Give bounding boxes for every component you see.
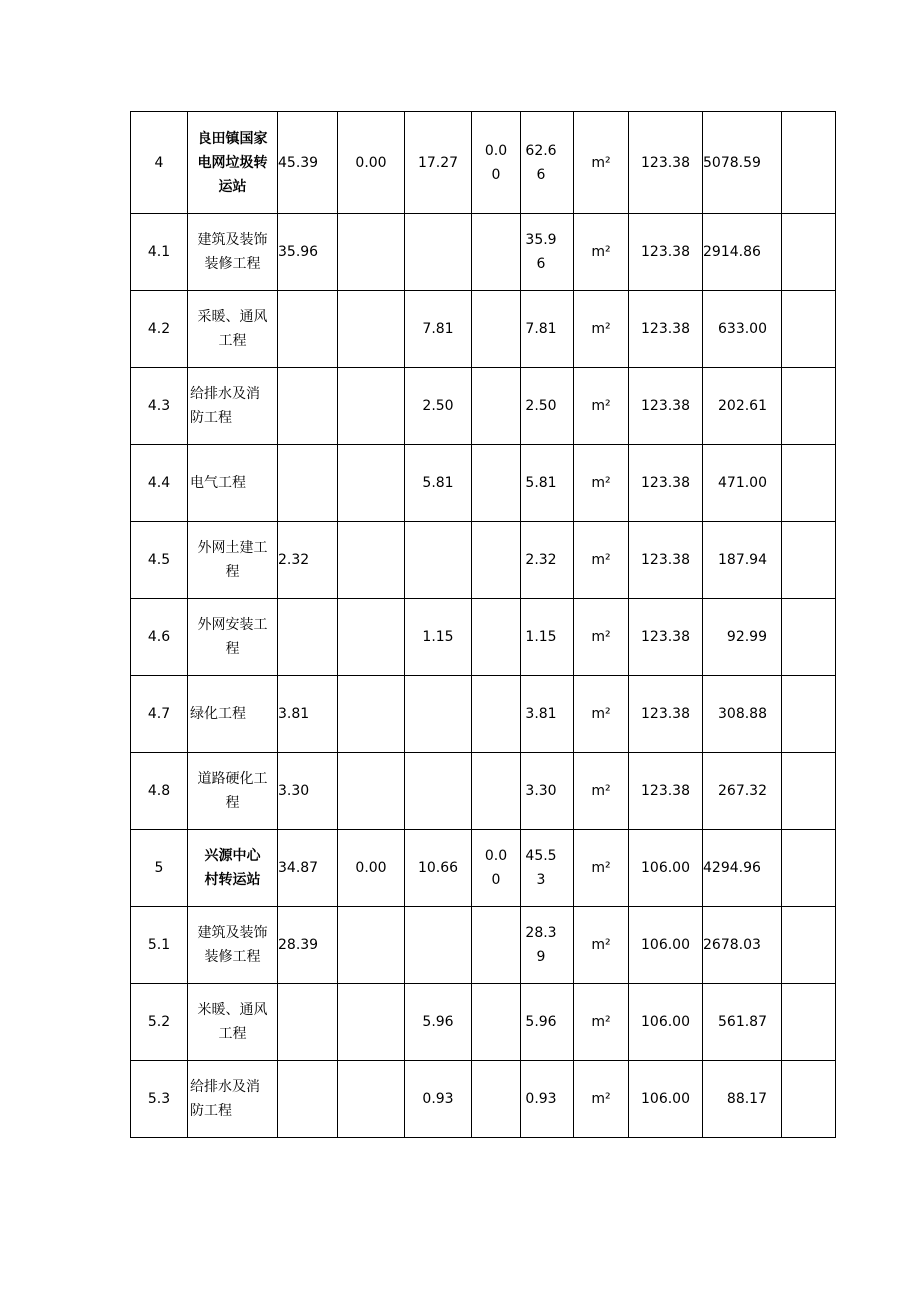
unit: m² bbox=[574, 522, 629, 599]
value-col3: 10.66 bbox=[405, 830, 472, 907]
value-col5-text: 3.30 bbox=[525, 783, 557, 799]
unit-price: 123.38 bbox=[629, 368, 703, 445]
remark bbox=[782, 1061, 836, 1138]
total: 2914.86 bbox=[703, 214, 782, 291]
value-col3: 0.93 bbox=[405, 1061, 472, 1138]
item-name bbox=[188, 368, 278, 445]
value-col4 bbox=[472, 291, 521, 368]
value-col2 bbox=[338, 522, 405, 599]
value-col4 bbox=[472, 214, 521, 291]
item-number: 4.5 bbox=[131, 522, 188, 599]
total: 187.94 bbox=[703, 522, 782, 599]
value-col4 bbox=[472, 522, 521, 599]
value-col5 bbox=[521, 522, 574, 599]
remark bbox=[782, 445, 836, 522]
unit-price: 123.38 bbox=[629, 753, 703, 830]
total: 202.61 bbox=[703, 368, 782, 445]
item-name-line: 装修工程 bbox=[204, 949, 261, 965]
unit: m² bbox=[574, 676, 629, 753]
value-col3 bbox=[405, 522, 472, 599]
table-row bbox=[131, 984, 836, 1061]
item-number: 5.2 bbox=[131, 984, 188, 1061]
table-row bbox=[131, 445, 836, 522]
value-col1 bbox=[278, 984, 338, 1061]
value-col4 bbox=[472, 984, 521, 1061]
value-col1: 35.96 bbox=[278, 214, 338, 291]
item-name-line: 外网土建工 bbox=[197, 540, 268, 556]
unit-price: 123.38 bbox=[629, 522, 703, 599]
value-col1: 2.32 bbox=[278, 522, 338, 599]
value-col5-text: 2.50 bbox=[525, 398, 557, 414]
value-col4 bbox=[472, 445, 521, 522]
item-name-line: 村转运站 bbox=[204, 872, 261, 888]
item-name bbox=[188, 830, 278, 907]
table-row bbox=[131, 753, 836, 830]
value-col3: 2.50 bbox=[405, 368, 472, 445]
value-col3 bbox=[405, 676, 472, 753]
item-name-line: 外网安装工 bbox=[197, 617, 268, 633]
unit: m² bbox=[574, 214, 629, 291]
value-col5 bbox=[521, 214, 574, 291]
remark bbox=[782, 599, 836, 676]
value-col2 bbox=[338, 291, 405, 368]
remark bbox=[782, 907, 836, 984]
unit: m² bbox=[574, 984, 629, 1061]
table-row bbox=[131, 830, 836, 907]
unit-price: 106.00 bbox=[629, 830, 703, 907]
value-col1: 28.39 bbox=[278, 907, 338, 984]
item-name-line: 防工程 bbox=[190, 410, 232, 426]
table-row bbox=[131, 522, 836, 599]
unit: m² bbox=[574, 1061, 629, 1138]
table-row bbox=[131, 1061, 836, 1138]
value-col5 bbox=[521, 753, 574, 830]
item-name-line: 运站 bbox=[218, 178, 247, 195]
item-name-line: 良田镇国家 bbox=[197, 130, 268, 147]
total: 633.00 bbox=[703, 291, 782, 368]
item-number: 4.4 bbox=[131, 445, 188, 522]
value-col1 bbox=[278, 599, 338, 676]
remark bbox=[782, 368, 836, 445]
item-number: 4.8 bbox=[131, 753, 188, 830]
value-col5-text: 2.32 bbox=[525, 552, 557, 568]
value-col5-text: 5.96 bbox=[525, 1014, 557, 1030]
value-col5-text: 62.66 bbox=[525, 142, 557, 183]
item-number: 4.1 bbox=[131, 214, 188, 291]
unit: m² bbox=[574, 830, 629, 907]
item-number: 5.1 bbox=[131, 907, 188, 984]
item-number: 4.6 bbox=[131, 599, 188, 676]
remark bbox=[782, 291, 836, 368]
item-name-line: 电气工程 bbox=[190, 475, 246, 491]
item-name-line: 建筑及装饰 bbox=[197, 925, 268, 941]
total: 267.32 bbox=[703, 753, 782, 830]
item-name bbox=[188, 1061, 278, 1138]
table-row bbox=[131, 676, 836, 753]
unit-price: 123.38 bbox=[629, 676, 703, 753]
value-col4-text: 0.00 bbox=[484, 142, 508, 183]
value-col4 bbox=[472, 599, 521, 676]
item-number: 5 bbox=[131, 830, 188, 907]
table-body bbox=[131, 112, 836, 1138]
item-name-line: 米暖、通风 bbox=[197, 1002, 268, 1018]
value-col5-text: 7.81 bbox=[525, 321, 557, 337]
value-col1: 3.81 bbox=[278, 676, 338, 753]
item-name-line: 建筑及装饰 bbox=[197, 232, 268, 248]
remark bbox=[782, 984, 836, 1061]
value-col3: 1.15 bbox=[405, 599, 472, 676]
unit-price: 106.00 bbox=[629, 907, 703, 984]
unit-price: 123.38 bbox=[629, 214, 703, 291]
value-col5-text: 45.53 bbox=[525, 848, 557, 888]
item-name bbox=[188, 445, 278, 522]
total: 561.87 bbox=[703, 984, 782, 1061]
value-col3 bbox=[405, 753, 472, 830]
item-name-line: 装修工程 bbox=[204, 256, 261, 272]
value-col2 bbox=[338, 676, 405, 753]
value-col4 bbox=[472, 112, 521, 214]
value-col3: 5.81 bbox=[405, 445, 472, 522]
table-row bbox=[131, 599, 836, 676]
value-col2 bbox=[338, 599, 405, 676]
item-name-line: 绿化工程 bbox=[190, 706, 246, 722]
value-col3 bbox=[405, 907, 472, 984]
item-name-line: 防工程 bbox=[190, 1103, 232, 1119]
unit: m² bbox=[574, 753, 629, 830]
value-col5 bbox=[521, 368, 574, 445]
value-col5 bbox=[521, 1061, 574, 1138]
unit-price: 123.38 bbox=[629, 291, 703, 368]
item-name-line: 程 bbox=[225, 795, 240, 811]
table-row bbox=[131, 368, 836, 445]
table-row bbox=[131, 907, 836, 984]
unit: m² bbox=[574, 291, 629, 368]
value-col5 bbox=[521, 830, 574, 907]
item-number: 5.3 bbox=[131, 1061, 188, 1138]
item-name-line: 程 bbox=[225, 641, 240, 657]
item-name bbox=[188, 291, 278, 368]
value-col4 bbox=[472, 1061, 521, 1138]
unit: m² bbox=[574, 445, 629, 522]
unit: m² bbox=[574, 368, 629, 445]
item-number: 4.3 bbox=[131, 368, 188, 445]
value-col5-text: 35.96 bbox=[525, 232, 557, 272]
value-col5-text: 3.81 bbox=[525, 706, 557, 722]
unit-price: 106.00 bbox=[629, 1061, 703, 1138]
item-name-line: 工程 bbox=[218, 1026, 247, 1042]
value-col1 bbox=[278, 1061, 338, 1138]
value-col1 bbox=[278, 445, 338, 522]
remark bbox=[782, 522, 836, 599]
item-name bbox=[188, 112, 278, 214]
value-col3: 5.96 bbox=[405, 984, 472, 1061]
value-col5 bbox=[521, 291, 574, 368]
table-row bbox=[131, 214, 836, 291]
item-name bbox=[188, 676, 278, 753]
value-col5 bbox=[521, 112, 574, 214]
remark bbox=[782, 112, 836, 214]
unit: m² bbox=[574, 907, 629, 984]
value-col5-text: 0.93 bbox=[525, 1091, 557, 1107]
unit: m² bbox=[574, 112, 629, 214]
item-name bbox=[188, 522, 278, 599]
unit-price: 123.38 bbox=[629, 112, 703, 214]
remark bbox=[782, 753, 836, 830]
item-name-line: 程 bbox=[225, 564, 240, 580]
item-number: 4.2 bbox=[131, 291, 188, 368]
item-name-line: 采暖、通风 bbox=[197, 309, 268, 325]
value-col2 bbox=[338, 1061, 405, 1138]
value-col4 bbox=[472, 907, 521, 984]
value-col4 bbox=[472, 830, 521, 907]
total: 88.17 bbox=[703, 1061, 782, 1138]
value-col5-text: 5.81 bbox=[525, 475, 557, 491]
value-col5 bbox=[521, 676, 574, 753]
total: 92.99 bbox=[703, 599, 782, 676]
value-col5 bbox=[521, 445, 574, 522]
value-col2 bbox=[338, 907, 405, 984]
total: 2678.03 bbox=[703, 907, 782, 984]
item-name-line: 工程 bbox=[218, 333, 247, 349]
item-name-line: 兴源中心 bbox=[204, 848, 261, 864]
value-col5-text: 1.15 bbox=[525, 629, 557, 645]
item-name-line: 电网垃圾转 bbox=[197, 154, 268, 171]
item-name bbox=[188, 984, 278, 1061]
value-col1: 45.39 bbox=[278, 112, 338, 214]
unit-price: 123.38 bbox=[629, 599, 703, 676]
remark bbox=[782, 676, 836, 753]
value-col2: 0.00 bbox=[338, 830, 405, 907]
total: 471.00 bbox=[703, 445, 782, 522]
value-col4 bbox=[472, 753, 521, 830]
value-col2 bbox=[338, 214, 405, 291]
item-name-line: 给排水及消 bbox=[190, 1079, 260, 1095]
value-col4-text: 0.00 bbox=[484, 848, 508, 888]
value-col1: 3.30 bbox=[278, 753, 338, 830]
value-col2: 0.00 bbox=[338, 112, 405, 214]
value-col2 bbox=[338, 753, 405, 830]
item-name-line: 给排水及消 bbox=[190, 386, 260, 402]
value-col5-text: 28.39 bbox=[525, 925, 557, 965]
value-col4 bbox=[472, 676, 521, 753]
item-name bbox=[188, 907, 278, 984]
total: 5078.59 bbox=[703, 112, 782, 214]
item-number: 4 bbox=[131, 112, 188, 214]
item-name-line: 道路硬化工 bbox=[197, 771, 268, 787]
value-col1: 34.87 bbox=[278, 830, 338, 907]
unit-price: 106.00 bbox=[629, 984, 703, 1061]
value-col5 bbox=[521, 907, 574, 984]
value-col1 bbox=[278, 368, 338, 445]
unit: m² bbox=[574, 599, 629, 676]
value-col1 bbox=[278, 291, 338, 368]
item-name bbox=[188, 753, 278, 830]
value-col3 bbox=[405, 214, 472, 291]
table-row bbox=[131, 112, 836, 214]
value-col5 bbox=[521, 984, 574, 1061]
item-name bbox=[188, 599, 278, 676]
total: 4294.96 bbox=[703, 830, 782, 907]
value-col3: 17.27 bbox=[405, 112, 472, 214]
value-col2 bbox=[338, 445, 405, 522]
value-col2 bbox=[338, 368, 405, 445]
table-row bbox=[131, 291, 836, 368]
item-name bbox=[188, 214, 278, 291]
remark bbox=[782, 214, 836, 291]
cost-table bbox=[130, 111, 836, 1138]
value-col4 bbox=[472, 368, 521, 445]
value-col3: 7.81 bbox=[405, 291, 472, 368]
value-col5 bbox=[521, 599, 574, 676]
remark bbox=[782, 830, 836, 907]
item-number: 4.7 bbox=[131, 676, 188, 753]
value-col2 bbox=[338, 984, 405, 1061]
unit-price: 123.38 bbox=[629, 445, 703, 522]
total: 308.88 bbox=[703, 676, 782, 753]
